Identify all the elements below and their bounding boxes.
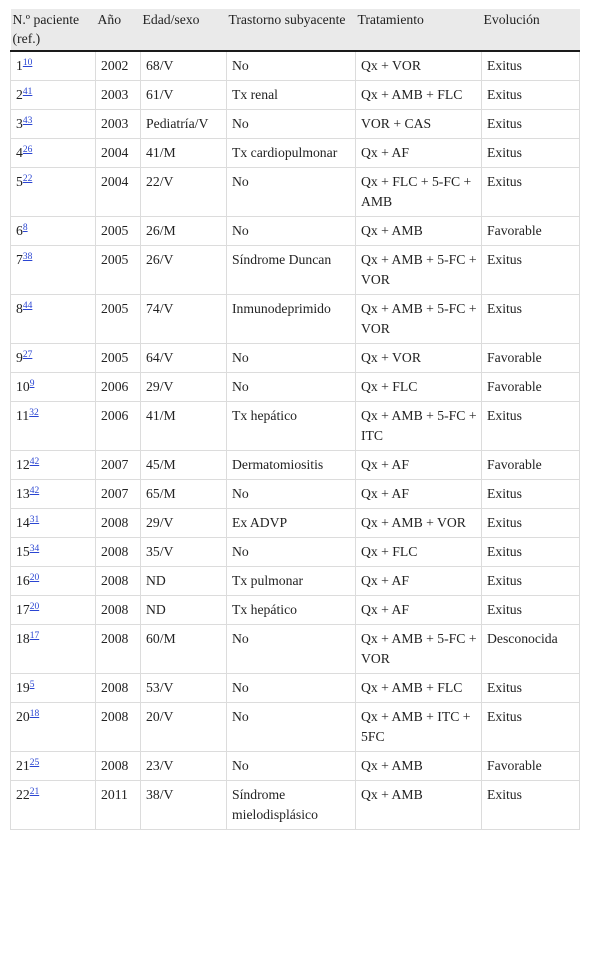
cell-outcome: Exitus	[482, 509, 580, 538]
patient-number: 20	[16, 709, 30, 724]
cell-patient	[11, 451, 96, 480]
patient-number: 16	[16, 573, 30, 588]
cell-outcome: Favorable	[482, 752, 580, 781]
cell-outcome: Exitus	[482, 168, 580, 217]
cell-age-sex: 45/M	[141, 451, 227, 480]
cell-patient	[11, 295, 96, 344]
cell-condition: No	[227, 480, 356, 509]
cell-treatment: Qx + FLC	[356, 373, 482, 402]
reference-link[interactable]: 25	[29, 758, 40, 768]
cell-outcome: Exitus	[482, 674, 580, 703]
cell-year: 2003	[96, 110, 141, 139]
cell-age-sex: ND	[141, 596, 227, 625]
cell-treatment: Qx + AMB + FLC	[356, 81, 482, 110]
reference-link[interactable]: 44	[22, 301, 33, 311]
cell-treatment: Qx + AMB	[356, 217, 482, 246]
cell-condition: No	[227, 538, 356, 567]
table-row	[11, 596, 580, 625]
cell-outcome: Exitus	[482, 703, 580, 752]
cell-age-sex: 38/V	[141, 781, 227, 830]
table-row	[11, 674, 580, 703]
cell-condition: No	[227, 344, 356, 373]
cell-age-sex: 41/M	[141, 139, 227, 168]
patient-number: 5	[16, 174, 23, 189]
cell-age-sex: 29/V	[141, 509, 227, 538]
cell-year: 2004	[96, 139, 141, 168]
cell-patient	[11, 752, 96, 781]
cell-age-sex: 64/V	[141, 344, 227, 373]
reference-link[interactable]: 8	[22, 223, 28, 233]
cell-patient	[11, 373, 96, 402]
patient-number: 15	[16, 544, 30, 559]
cell-treatment: Qx + AMB + ITC + 5FC	[356, 703, 482, 752]
table-row	[11, 781, 580, 830]
cell-condition: Tx hepático	[227, 596, 356, 625]
patient-number: 3	[16, 116, 23, 131]
cell-condition: No	[227, 51, 356, 81]
cell-outcome: Favorable	[482, 451, 580, 480]
cell-patient	[11, 168, 96, 217]
cell-condition: No	[227, 703, 356, 752]
patient-number: 22	[16, 787, 30, 802]
cell-outcome: Exitus	[482, 81, 580, 110]
patient-number: 1	[16, 58, 23, 73]
patient-number: 18	[16, 631, 30, 646]
cell-year: 2006	[96, 402, 141, 451]
table-row	[11, 139, 580, 168]
table-row	[11, 538, 580, 567]
cell-year: 2008	[96, 567, 141, 596]
cell-age-sex: 60/M	[141, 625, 227, 674]
patient-number: 10	[16, 379, 30, 394]
cell-age-sex: 68/V	[141, 51, 227, 81]
cell-age-sex: 26/V	[141, 246, 227, 295]
patient-number: 8	[16, 301, 23, 316]
cell-outcome: Desconocida	[482, 625, 580, 674]
cell-year: 2006	[96, 373, 141, 402]
cell-age-sex: 26/M	[141, 217, 227, 246]
table-row	[11, 625, 580, 674]
cell-year: 2005	[96, 295, 141, 344]
cell-year: 2005	[96, 217, 141, 246]
cell-treatment: Qx + AF	[356, 596, 482, 625]
patient-number: 19	[16, 680, 30, 695]
table-row	[11, 703, 580, 752]
cell-year: 2005	[96, 246, 141, 295]
header-patient: N.º paciente (ref.)	[11, 9, 96, 51]
cell-treatment: Qx + AMB + 5-FC + VOR	[356, 625, 482, 674]
cell-age-sex: 74/V	[141, 295, 227, 344]
patient-number: 4	[16, 145, 23, 160]
cell-patient	[11, 596, 96, 625]
cell-condition: No	[227, 674, 356, 703]
cell-outcome: Favorable	[482, 344, 580, 373]
cell-treatment: Qx + AMB + FLC	[356, 674, 482, 703]
cell-year: 2008	[96, 703, 141, 752]
cell-treatment: Qx + VOR	[356, 344, 482, 373]
patient-number: 14	[16, 515, 30, 530]
cell-year: 2008	[96, 625, 141, 674]
cell-year: 2002	[96, 51, 141, 81]
cell-outcome: Exitus	[482, 402, 580, 451]
cell-year: 2008	[96, 752, 141, 781]
table-row	[11, 246, 580, 295]
patient-number: 12	[16, 457, 30, 472]
reference-link[interactable]: 18	[29, 709, 40, 719]
cell-patient	[11, 509, 96, 538]
cell-condition: No	[227, 752, 356, 781]
cell-year: 2008	[96, 509, 141, 538]
header-age-sex: Edad/sexo	[141, 9, 227, 51]
cell-patient	[11, 344, 96, 373]
cell-condition: No	[227, 110, 356, 139]
cell-patient	[11, 81, 96, 110]
table-body	[11, 51, 580, 830]
cell-patient	[11, 51, 96, 81]
cell-patient	[11, 538, 96, 567]
table-row	[11, 344, 580, 373]
cell-condition: Tx pulmonar	[227, 567, 356, 596]
cell-year: 2004	[96, 168, 141, 217]
cell-age-sex: 23/V	[141, 752, 227, 781]
cell-patient	[11, 567, 96, 596]
header-year: Año	[96, 9, 141, 51]
cell-patient	[11, 781, 96, 830]
cell-year: 2008	[96, 674, 141, 703]
patient-number: 11	[16, 408, 30, 423]
cell-age-sex: 22/V	[141, 168, 227, 217]
table-row	[11, 402, 580, 451]
cell-patient	[11, 139, 96, 168]
cell-outcome: Exitus	[482, 567, 580, 596]
cell-treatment: Qx + AF	[356, 480, 482, 509]
cell-age-sex: ND	[141, 567, 227, 596]
table-row	[11, 295, 580, 344]
cell-year: 2011	[96, 781, 141, 830]
table-row	[11, 509, 580, 538]
cell-treatment: Qx + AMB + 5-FC + VOR	[356, 246, 482, 295]
cell-patient	[11, 625, 96, 674]
table-row	[11, 168, 580, 217]
cell-condition: No	[227, 217, 356, 246]
cell-treatment: Qx + AF	[356, 139, 482, 168]
cell-patient	[11, 480, 96, 509]
cell-treatment: Qx + AF	[356, 567, 482, 596]
cell-year: 2005	[96, 344, 141, 373]
reference-link[interactable]: 41	[22, 87, 33, 97]
cell-outcome: Exitus	[482, 139, 580, 168]
cell-treatment: Qx + FLC + 5-FC + AMB	[356, 168, 482, 217]
patient-number: 13	[16, 486, 30, 501]
cell-treatment: Qx + AMB	[356, 781, 482, 830]
cell-outcome: Favorable	[482, 373, 580, 402]
reference-link[interactable]: 43	[22, 116, 33, 126]
header-outcome: Evolución	[482, 9, 580, 51]
reference-link[interactable]: 38	[22, 252, 33, 262]
cell-condition: Tx cardiopulmonar	[227, 139, 356, 168]
patient-number: 9	[16, 350, 23, 365]
cell-outcome: Exitus	[482, 51, 580, 81]
reference-link[interactable]: 26	[22, 145, 33, 155]
cell-outcome: Exitus	[482, 538, 580, 567]
cell-age-sex: 41/M	[141, 402, 227, 451]
header-treatment: Tratamiento	[356, 9, 482, 51]
cell-condition: Síndrome Duncan	[227, 246, 356, 295]
cell-outcome: Exitus	[482, 246, 580, 295]
table-row	[11, 480, 580, 509]
cell-condition: No	[227, 625, 356, 674]
reference-link[interactable]: 10	[22, 58, 33, 68]
cell-outcome: Favorable	[482, 217, 580, 246]
table-row	[11, 451, 580, 480]
cell-treatment: Qx + AMB + 5-FC + VOR	[356, 295, 482, 344]
patient-number: 17	[16, 602, 30, 617]
patient-table	[10, 9, 580, 830]
cell-condition: Síndrome mielodisplásico	[227, 781, 356, 830]
patient-number: 2	[16, 87, 23, 102]
reference-link[interactable]: 32	[29, 408, 39, 418]
cell-condition: Tx renal	[227, 81, 356, 110]
cell-patient	[11, 402, 96, 451]
cell-age-sex: 20/V	[141, 703, 227, 752]
reference-link[interactable]: 42	[29, 486, 40, 496]
cell-outcome: Exitus	[482, 596, 580, 625]
cell-treatment: VOR + CAS	[356, 110, 482, 139]
cell-condition: No	[227, 168, 356, 217]
cell-age-sex: 29/V	[141, 373, 227, 402]
header-condition: Trastorno subyacente	[227, 9, 356, 51]
reference-link[interactable]: 17	[29, 631, 40, 641]
cell-treatment: Qx + AMB	[356, 752, 482, 781]
table-row	[11, 110, 580, 139]
cell-treatment: Qx + AF	[356, 451, 482, 480]
reference-link[interactable]: 5	[29, 680, 35, 690]
cell-year: 2003	[96, 81, 141, 110]
cell-year: 2007	[96, 451, 141, 480]
cell-patient	[11, 246, 96, 295]
cell-year: 2008	[96, 596, 141, 625]
cell-age-sex: 65/M	[141, 480, 227, 509]
cell-treatment: Qx + AMB + VOR	[356, 509, 482, 538]
table-row	[11, 217, 580, 246]
cell-treatment: Qx + AMB + 5-FC + ITC	[356, 402, 482, 451]
table-row	[11, 567, 580, 596]
patient-number: 6	[16, 223, 23, 238]
reference-link[interactable]: 9	[29, 379, 35, 389]
reference-link[interactable]: 31	[29, 515, 40, 525]
table-row	[11, 752, 580, 781]
cell-condition: Inmunodeprimido	[227, 295, 356, 344]
cell-condition: Tx hepático	[227, 402, 356, 451]
cell-outcome: Exitus	[482, 110, 580, 139]
patient-number: 7	[16, 252, 23, 267]
table-row	[11, 51, 580, 81]
cell-patient	[11, 674, 96, 703]
reference-link[interactable]: 21	[29, 787, 40, 797]
reference-link[interactable]: 42	[29, 457, 40, 467]
cell-outcome: Exitus	[482, 781, 580, 830]
patient-number: 21	[16, 758, 30, 773]
cell-treatment: Qx + FLC	[356, 538, 482, 567]
cell-condition: Ex ADVP	[227, 509, 356, 538]
cell-outcome: Exitus	[482, 480, 580, 509]
cell-patient	[11, 110, 96, 139]
reference-link[interactable]: 27	[22, 350, 33, 360]
cell-patient	[11, 703, 96, 752]
cell-treatment: Qx + VOR	[356, 51, 482, 81]
cell-condition: Dermatomiositis	[227, 451, 356, 480]
reference-link[interactable]: 34	[29, 544, 40, 554]
cell-age-sex: 61/V	[141, 81, 227, 110]
cell-age-sex: Pediatría/V	[141, 110, 227, 139]
cell-outcome: Exitus	[482, 295, 580, 344]
cell-age-sex: 35/V	[141, 538, 227, 567]
table-row	[11, 373, 580, 402]
cell-age-sex: 53/V	[141, 674, 227, 703]
table-header-row	[11, 9, 580, 51]
reference-link[interactable]: 22	[22, 174, 33, 184]
cell-year: 2007	[96, 480, 141, 509]
reference-link[interactable]: 20	[29, 573, 40, 583]
reference-link[interactable]: 20	[29, 602, 40, 612]
cell-year: 2008	[96, 538, 141, 567]
table-row	[11, 81, 580, 110]
cell-patient	[11, 217, 96, 246]
cell-condition: No	[227, 373, 356, 402]
